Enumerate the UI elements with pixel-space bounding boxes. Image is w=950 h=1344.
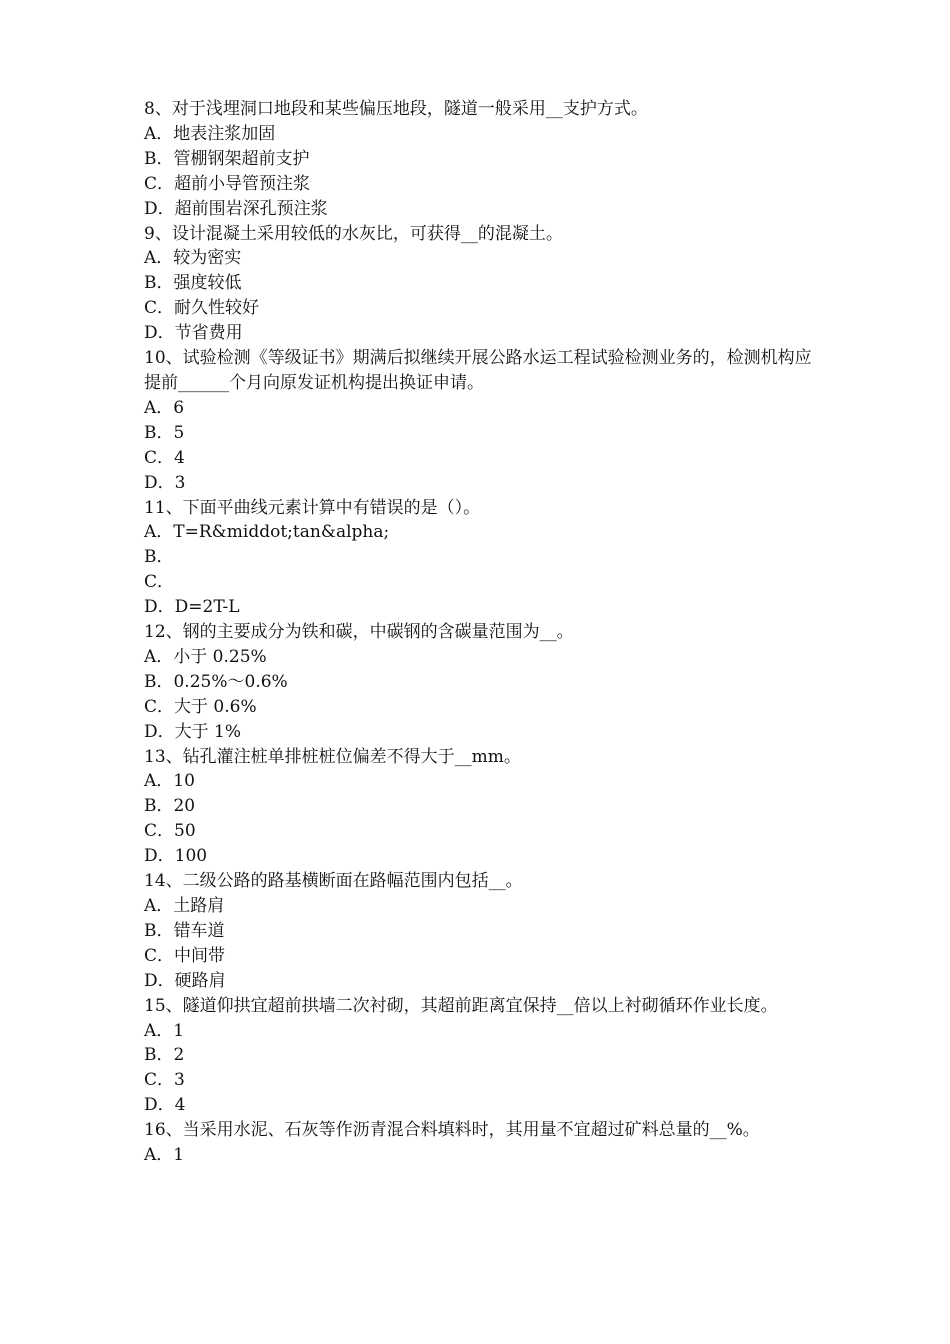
option-c: C．大于 0.6% [144, 696, 257, 717]
option-b: B．强度较低 [144, 273, 242, 294]
option-b: B．错车道 [144, 920, 225, 941]
question-8 [144, 97, 816, 222]
question-9 [144, 222, 816, 347]
option-a: A．小于 0.25% [144, 646, 267, 667]
option-b: B．0.25%～0.6% [144, 671, 288, 692]
option-d: D．超前围岩深孔预注浆 [144, 198, 328, 219]
option-d: D．大于 1% [144, 721, 242, 742]
option-c: C．超前小导管预注浆 [144, 173, 311, 194]
question-11 [144, 496, 816, 621]
option-b: B．20 [144, 796, 196, 817]
question-text: 14、二级公路的路基横断面在路幅范围内包括__。 [144, 871, 523, 892]
option-a: A．1 [144, 1145, 185, 1166]
question-12 [144, 620, 816, 745]
option-d: D．节省费用 [144, 323, 243, 344]
question-15 [144, 994, 816, 1119]
option-c: C．50 [144, 821, 196, 842]
option-c: C．中间带 [144, 945, 226, 966]
option-a: A．地表注浆加固 [144, 123, 276, 144]
option-a: A．T=R&middot;tan&alpha; [144, 522, 390, 543]
question-text: 10、试验检测《等级证书》期满后拟继续开展公路水运工程试验检测业务的，检测机构应提前______个月向原发证机构提出换证申请。 [144, 348, 812, 393]
option-a: A．土路肩 [144, 896, 225, 916]
question-text: 15、隧道仰拱宜超前拱墙二次衬砌，其超前距离宜保持__倍以上衬砌循环作业长度。 [144, 995, 778, 1016]
option-c: C．3 [144, 1070, 185, 1091]
question-14 [144, 869, 816, 994]
option-d: D．100 [144, 846, 208, 867]
option-d: D．3 [144, 472, 186, 493]
question-text: 13、钻孔灌注桩单排桩桩位偏差不得大于__mm。 [144, 746, 521, 767]
question-list [144, 97, 816, 1168]
option-b: B． [144, 547, 174, 568]
option-a: A．1 [144, 1020, 185, 1041]
option-c: C． [144, 572, 175, 593]
question-text: 8、对于浅埋洞口地段和某些偏压地段，隧道一般采用__支护方式。 [144, 99, 648, 119]
option-d: D．4 [144, 1095, 186, 1116]
question-16 [144, 1118, 816, 1168]
option-b: B．2 [144, 1045, 185, 1066]
option-b: B．5 [144, 422, 185, 443]
question-10 [144, 346, 816, 495]
option-d: D．D=2T-L [144, 597, 240, 618]
question-text: 9、设计混凝土采用较低的水灰比，可获得__的混凝土。 [144, 223, 563, 244]
question-text: 11、下面平曲线元素计算中有错误的是（）。 [144, 497, 481, 518]
option-c: C．4 [144, 447, 185, 468]
option-b: B．管棚钢架超前支护 [144, 148, 310, 169]
question-text: 16、当采用水泥、石灰等作沥青混合料填料时，其用量不宜超过矿料总量的__%。 [144, 1120, 760, 1141]
question-text: 12、钢的主要成分为铁和碳，中碳钢的含碳量范围为__。 [144, 622, 574, 643]
option-a: A．6 [144, 397, 185, 418]
question-13 [144, 745, 816, 870]
option-d: D．硬路肩 [144, 970, 226, 991]
option-a: A．10 [144, 771, 195, 792]
option-a: A．较为密实 [144, 248, 242, 269]
option-c: C．耐久性较好 [144, 298, 260, 319]
